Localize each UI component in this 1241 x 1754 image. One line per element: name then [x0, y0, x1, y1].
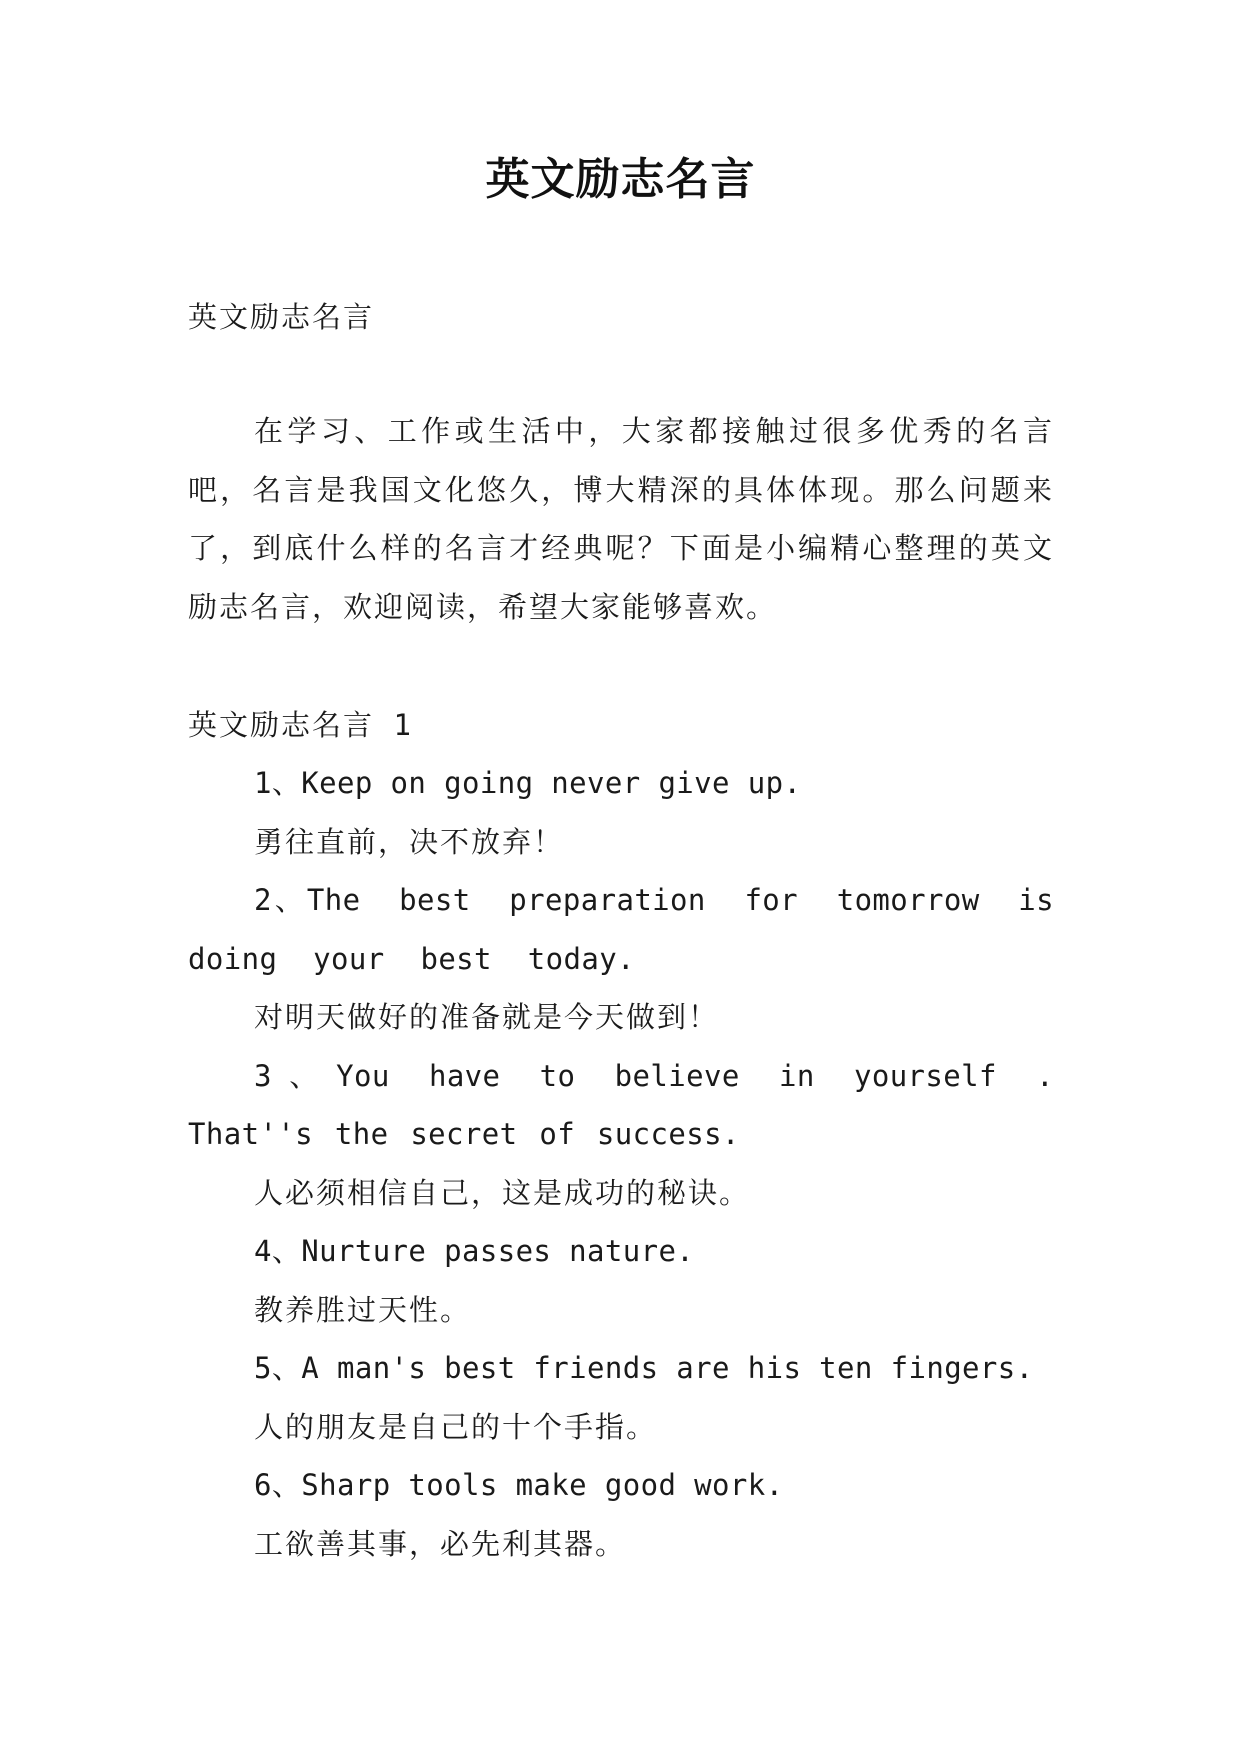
quote-zh: 人的朋友是自己的十个手指。: [254, 1409, 658, 1444]
quote-en: 2、The best preparation for tomorrow is doing your best today.: [188, 883, 1054, 976]
quote-zh: 人必须相信自己，这是成功的秘诀。: [254, 1175, 751, 1210]
intro-paragraph: 在学习、工作或生活中，大家都接触过很多优秀的名言吧，名言是我国文化悠久，博大精深的具体体现。那么问题来了，到底什么样的名言才经典呢？下面是小编精心整理的英文励志名言，欢迎阅读，希望大家能够喜欢。: [188, 414, 1054, 624]
quote-en: 4、Nurture passes nature.: [254, 1234, 695, 1268]
quote-zh: 工欲善其事，必先利其器。: [254, 1526, 627, 1561]
quote-list: [188, 754, 1054, 1573]
quote-zh: 对明天做好的准备就是今天做到！: [254, 1000, 720, 1034]
section-heading: 英文励志名言 1: [188, 708, 413, 742]
document-title: 英文励志名言: [485, 154, 756, 205]
quote-en: 5、A man's best friends are his ten fingers.: [254, 1351, 1034, 1385]
quote-en: 1、Keep on going never give up.: [254, 766, 802, 800]
quote-zh: 勇往直前，决不放弃！: [254, 824, 565, 859]
quote-zh: 教养胜过天性。: [254, 1292, 472, 1327]
quote-en: 3、You have to believe in yourself . That''s the secret of success.: [188, 1058, 1054, 1151]
quote-en: 6、Sharp tools make good work.: [254, 1468, 784, 1502]
document-subtitle: 英文励志名言: [188, 300, 375, 334]
